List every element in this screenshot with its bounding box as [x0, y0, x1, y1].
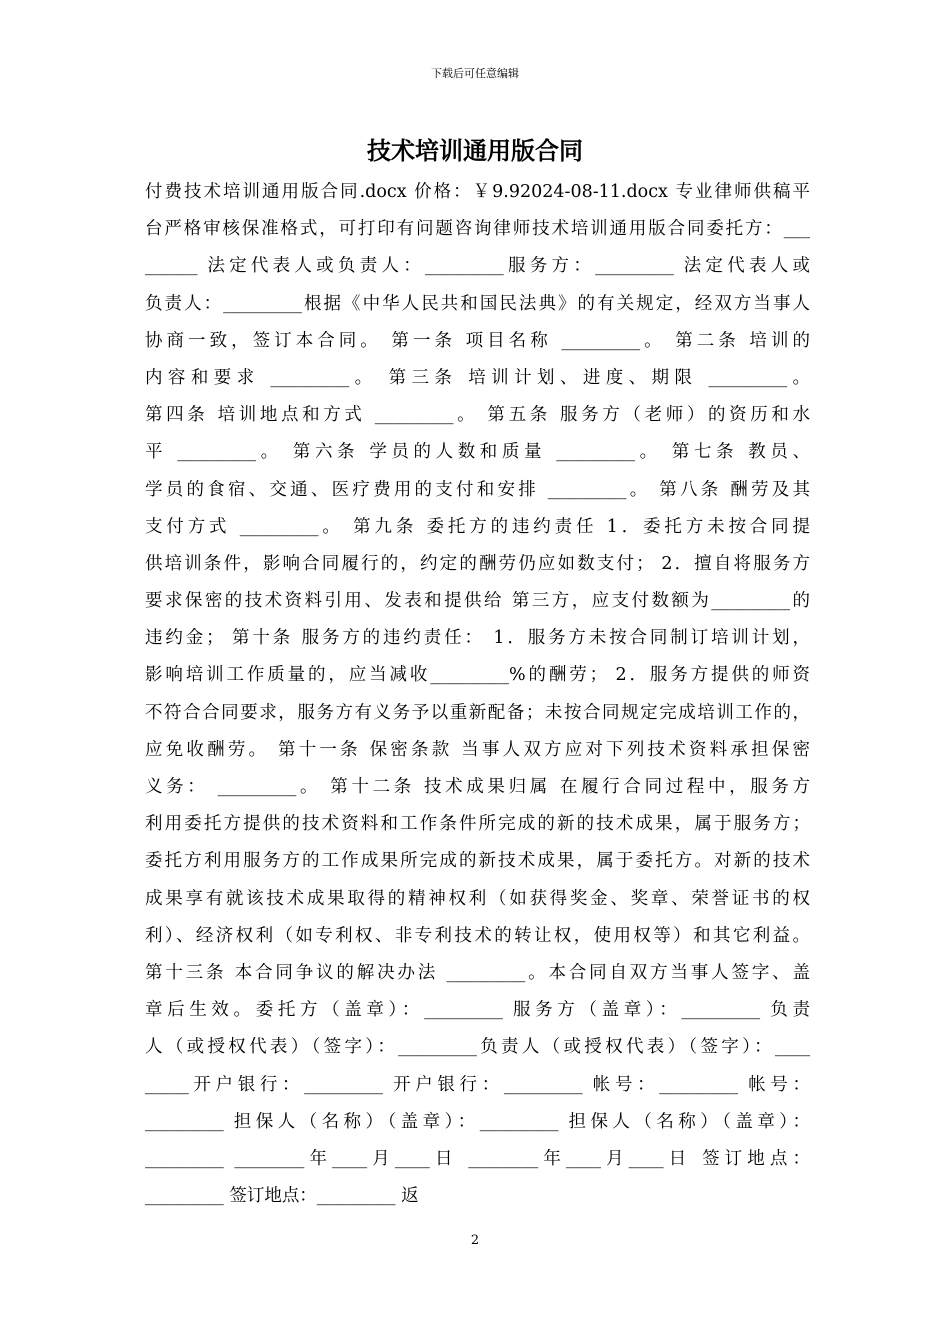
body-line: 支付方式 _________。 第九条 委托方的违约责任 1．委托方未按合同提: [145, 516, 810, 537]
body-line: 违约金； 第十条 服务方的违约责任： 1．服务方未按合同制订培训计划，: [145, 628, 810, 649]
body-line: 负责人：_________根据《中华人民共和国民法典》的有关规定，经双方当事人: [145, 293, 810, 314]
body-line: 人（或授权代表）（签字）：_________负责人（或授权代表）（签字）：____: [145, 1037, 810, 1058]
document-title: 技术培训通用版合同: [367, 137, 583, 165]
page-header-note: 下载后可任意编辑: [431, 67, 519, 80]
body-line: 协商一致，签订本合同。 第一条 项目名称 _________。 第二条 培训的: [145, 330, 810, 351]
body-line: 委托方利用服务方的工作成果所完成的新技术成果，属于委托方。对新的技术: [145, 851, 810, 872]
body-line: 章后生效。委托方（盖章）：_________ 服务方（盖章）：_________ 负责: [145, 1000, 810, 1021]
body-line: 应免收酬劳。 第十一条 保密条款 当事人双方应对下列技术资料承担保密: [145, 739, 810, 760]
body-line: 义务： _________。 第十二条 技术成果归属 在履行合同过程中，服务方: [145, 777, 810, 797]
body-line: _____开户银行：_________ 开户银行：_________ 帐号：_________ 帐号：: [145, 1074, 810, 1095]
body-line: 平 _________。 第六条 学员的人数和质量 _________。 第七条 教员、: [145, 442, 810, 463]
body-line: 成果享有就该技术成果取得的精神权利（如获得奖金、奖章、荣誉证书的权: [145, 888, 810, 909]
body-line-last: _________ 签订地点：_________ 返: [145, 1186, 419, 1207]
body-line: 要求保密的技术资料引用、发表和提供给 第三方，应支付数额为_________的: [145, 591, 810, 612]
body-line: 第四条 培训地点和方式 _________。 第五条 服务方（老师）的资历和水: [145, 405, 810, 426]
body-line: 不符合合同要求，服务方有义务予以重新配备；未按合同规定完成培训工作的，: [145, 702, 810, 723]
document-body: [145, 174, 810, 1215]
body-line: 内容和要求 _________。 第三条 培训计划、进度、期限 _________。: [145, 367, 810, 388]
body-line: 付费技术培训通用版合同.docx 价格：￥9.92024-08-11.docx 专业律师供稿平: [145, 182, 810, 202]
body-line: 利）、经济权利（如专利权、非专利技术的转让权，使用权等）和其它利益。: [145, 925, 810, 946]
page-number: 2: [470, 1233, 480, 1248]
body-line: 第十三条 本合同争议的解决办法 _________。本合同自双方当事人签字、盖: [145, 962, 810, 983]
body-line: 影响培训工作质量的，应当减收_________%的酬劳； 2．服务方提供的师资: [145, 665, 810, 686]
body-line: 学员的食宿、交通、医疗费用的支付和安排 _________。 第八条 酬劳及其: [145, 479, 810, 500]
body-line: _________ 担保人（名称）（盖章）：_________ 担保人（名称）（盖章）：: [145, 1111, 810, 1132]
body-line: ______ 法定代表人或负责人：_________服务方：_________ 法定代表人或: [145, 256, 810, 277]
body-line: 台严格审核保准格式，可打印有问题咨询律师技术培训通用版合同委托方：___: [145, 219, 810, 240]
body-line: _________ ________年____月____日 ________年____月____日 签订地点：: [145, 1148, 810, 1169]
body-line: 供培训条件，影响合同履行的，约定的酬劳仍应如数支付； 2．擅自将服务方: [145, 553, 810, 574]
body-line: 利用委托方提供的技术资料和工作条件所完成的新的技术成果，属于服务方；: [145, 814, 810, 835]
